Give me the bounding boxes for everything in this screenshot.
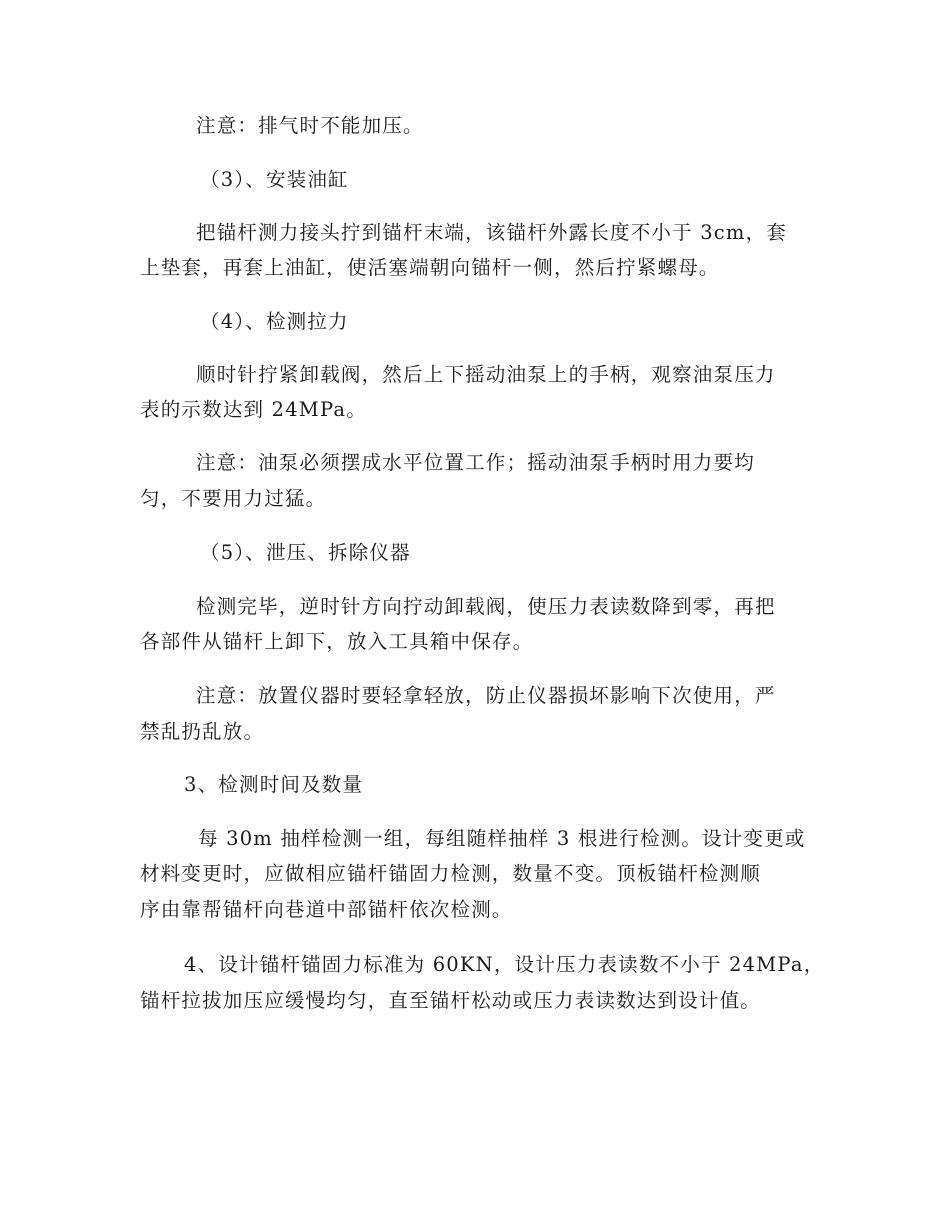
note-paragraph-line: 注意：排气时不能加压。 xyxy=(196,114,424,137)
step-heading: （5）、泄压、拆除仪器 xyxy=(200,541,411,564)
body-paragraph-line: 顺时针拧紧卸载阀，然后上下摇动油泵上的手柄，观察油泵压力 xyxy=(196,363,776,386)
body-paragraph-line: 检测完毕，逆时针方向拧动卸载阀，使压力表读数降到零，再把 xyxy=(196,595,776,618)
body-paragraph-line: 4、设计锚杆锚固力标准为 60KN，设计压力表读数不小于 24MPa， xyxy=(184,953,825,976)
body-paragraph-line: 各部件从锚杆上卸下，放入工具箱中保存。 xyxy=(140,630,534,653)
body-paragraph-line: 序由靠帮锚杆向巷道中部锚杆依次检测。 xyxy=(140,898,513,921)
note-paragraph-line: 注意：放置仪器时要轻拿轻放，防止仪器损坏影响下次使用，严 xyxy=(196,684,776,707)
body-paragraph-line: 锚杆拉拔加压应缓慢均匀，直至锚杆松动或压力表读数达到设计值。 xyxy=(140,989,762,1012)
note-paragraph-line: 注意：油泵必须摆成水平位置工作；摇动油泵手柄时用力要均 xyxy=(196,451,755,474)
body-paragraph-line: 上垫套，再套上油缸，使活塞端朝向锚杆一侧，然后拧紧螺母。 xyxy=(140,256,720,279)
body-paragraph-line: 表的示数达到 24MPa。 xyxy=(140,398,367,421)
body-paragraph-line: 把锚杆测力接头拧到锚杆末端，该锚杆外露长度不小于 3cm，套 xyxy=(196,221,788,244)
section-heading: 3、检测时间及数量 xyxy=(184,773,364,796)
note-paragraph-line: 匀，不要用力过猛。 xyxy=(140,487,327,510)
note-paragraph-line: 禁乱扔乱放。 xyxy=(140,720,265,743)
body-paragraph-line: 每 30m 抽样检测一组，每组随样抽样 3 根进行检测。设计变更或 xyxy=(198,827,806,850)
step-heading: （3）、安装油缸 xyxy=(200,168,349,191)
step-heading: （4）、检测拉力 xyxy=(200,310,349,333)
body-paragraph-line: 材料变更时，应做相应锚杆锚固力检测，数量不变。顶板锚杆检测顺 xyxy=(140,862,762,885)
